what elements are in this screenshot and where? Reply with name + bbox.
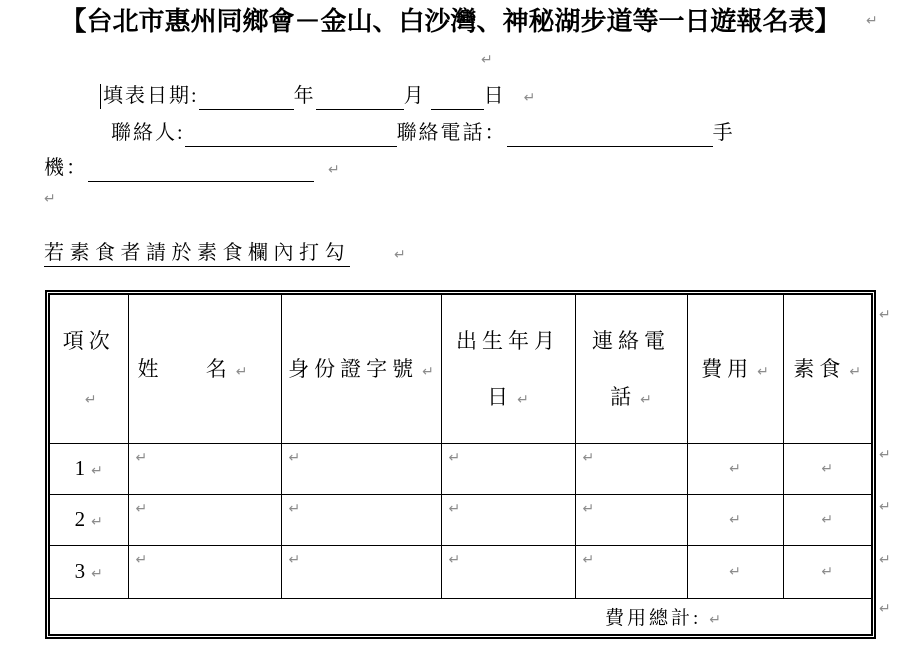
cell-name[interactable] bbox=[128, 494, 281, 545]
cell-birthdate[interactable] bbox=[441, 494, 575, 545]
date-line bbox=[103, 83, 537, 110]
pilcrow-mark: ↵ bbox=[448, 500, 461, 517]
veg-note: 若素食者請於素食欄內打勾 bbox=[44, 242, 350, 267]
cell-fee[interactable] bbox=[687, 545, 783, 598]
pilcrow-mark: ↵ bbox=[328, 162, 342, 178]
pilcrow-mark: ↵ bbox=[422, 363, 434, 380]
pilcrow-mark: ↵ bbox=[91, 514, 103, 530]
cell-id-number[interactable] bbox=[281, 494, 441, 545]
pilcrow-mark: ↵ bbox=[582, 551, 595, 568]
mobile-label-part1: 手 bbox=[712, 122, 735, 144]
pilcrow-mark: ↵ bbox=[288, 449, 301, 466]
page-title: 【台北市惠州同鄉會－金山、白沙灣、神秘湖步道等一日遊報名表】 bbox=[60, 7, 841, 36]
pilcrow-mark: ↵ bbox=[448, 449, 461, 466]
header-phone: 連絡電話 ↵ bbox=[575, 295, 687, 443]
cell-phone[interactable] bbox=[575, 494, 687, 545]
table-footer-row bbox=[50, 598, 871, 634]
pilcrow-mark: ↵ bbox=[821, 563, 834, 580]
pilcrow-mark: ↵ bbox=[235, 363, 248, 380]
contact-line bbox=[111, 120, 735, 147]
cell-name[interactable] bbox=[128, 443, 281, 494]
pilcrow-mark: ↵ bbox=[879, 601, 891, 617]
pilcrow-mark: ↵ bbox=[523, 90, 538, 106]
contact-name-blank[interactable] bbox=[185, 124, 397, 147]
pilcrow-mark: ↵ bbox=[517, 391, 529, 408]
pilcrow-mark: ↵ bbox=[288, 500, 301, 517]
pilcrow-mark: ↵ bbox=[821, 511, 834, 528]
pilcrow-mark: ↵ bbox=[757, 363, 769, 380]
mobile-label-part2: 機： bbox=[44, 157, 88, 179]
month-label: 月 bbox=[403, 85, 426, 107]
pilcrow-mark: ↵ bbox=[44, 191, 56, 207]
cell-row-no: 1 ↵ bbox=[50, 443, 128, 494]
pilcrow-mark: ↵ bbox=[709, 611, 721, 628]
cell-name[interactable] bbox=[128, 545, 281, 598]
cell-fee[interactable] bbox=[687, 494, 783, 545]
pilcrow-mark: ↵ bbox=[879, 307, 891, 323]
pilcrow-mark: ↵ bbox=[135, 449, 148, 466]
pilcrow-mark: ↵ bbox=[448, 551, 461, 568]
date-month-blank[interactable] bbox=[316, 87, 404, 110]
table-header-row bbox=[50, 295, 871, 443]
pilcrow-mark: ↵ bbox=[729, 460, 741, 477]
pilcrow-mark: ↵ bbox=[582, 500, 595, 517]
pilcrow-mark: ↵ bbox=[582, 449, 595, 466]
header-item-no: 項次↵ bbox=[50, 295, 128, 443]
date-label: 填表日期: bbox=[103, 85, 199, 107]
cell-veg[interactable] bbox=[783, 443, 871, 494]
date-year-blank[interactable] bbox=[199, 87, 294, 110]
veg-note-line bbox=[44, 240, 406, 267]
mobile-blank[interactable] bbox=[88, 159, 314, 182]
cell-phone[interactable] bbox=[575, 545, 687, 598]
pilcrow-mark: ↵ bbox=[729, 563, 741, 580]
table-row-3 bbox=[50, 545, 871, 598]
mobile-line bbox=[44, 155, 342, 182]
pilcrow-mark: ↵ bbox=[84, 391, 97, 408]
header-birthdate: 出生年月日 ↵ bbox=[441, 295, 575, 443]
header-veg: 素食 ↵ bbox=[783, 295, 871, 443]
text-cursor bbox=[100, 84, 101, 109]
pilcrow-mark: ↵ bbox=[879, 552, 891, 568]
cell-veg[interactable] bbox=[783, 494, 871, 545]
registration-table bbox=[45, 290, 876, 639]
cell-row-no: 3 ↵ bbox=[50, 545, 128, 598]
year-label: 年 bbox=[293, 85, 316, 107]
day-label: 日 bbox=[483, 85, 506, 107]
header-fee: 費用 ↵ bbox=[687, 295, 783, 443]
cell-birthdate[interactable] bbox=[441, 545, 575, 598]
pilcrow-mark: ↵ bbox=[91, 566, 103, 582]
table-row-1 bbox=[50, 443, 871, 494]
pilcrow-mark: ↵ bbox=[866, 13, 878, 29]
fee-total-cell[interactable] bbox=[50, 598, 871, 634]
contact-label: 聯絡人: bbox=[111, 122, 185, 144]
header-name: 姓 名 ↵ bbox=[128, 295, 281, 443]
table-row-2 bbox=[50, 494, 871, 545]
pilcrow-mark: ↵ bbox=[135, 500, 148, 517]
cell-fee[interactable] bbox=[687, 443, 783, 494]
pilcrow-mark: ↵ bbox=[288, 551, 301, 568]
contact-phone-blank[interactable] bbox=[507, 124, 713, 147]
pilcrow-mark: ↵ bbox=[729, 511, 741, 528]
pilcrow-mark: ↵ bbox=[879, 499, 891, 515]
cell-row-no: 2 ↵ bbox=[50, 494, 128, 545]
pilcrow-mark: ↵ bbox=[135, 551, 148, 568]
header-id-number: 身份證字號 ↵ bbox=[281, 295, 441, 443]
pilcrow-mark: ↵ bbox=[821, 460, 834, 477]
phone-label: 聯絡電話： bbox=[396, 122, 507, 144]
cell-id-number[interactable] bbox=[281, 443, 441, 494]
cell-veg[interactable] bbox=[783, 545, 871, 598]
date-day-blank[interactable] bbox=[431, 87, 484, 110]
cell-id-number[interactable] bbox=[281, 545, 441, 598]
cell-birthdate[interactable] bbox=[441, 443, 575, 494]
pilcrow-mark: ↵ bbox=[640, 391, 652, 408]
pilcrow-mark: ↵ bbox=[879, 447, 891, 463]
pilcrow-mark: ↵ bbox=[849, 363, 862, 380]
cell-phone[interactable] bbox=[575, 443, 687, 494]
pilcrow-mark: ↵ bbox=[394, 247, 406, 263]
fee-total-label: 費用總計: bbox=[604, 607, 702, 629]
pilcrow-mark: ↵ bbox=[91, 463, 103, 479]
pilcrow-mark: ↵ bbox=[481, 52, 493, 68]
